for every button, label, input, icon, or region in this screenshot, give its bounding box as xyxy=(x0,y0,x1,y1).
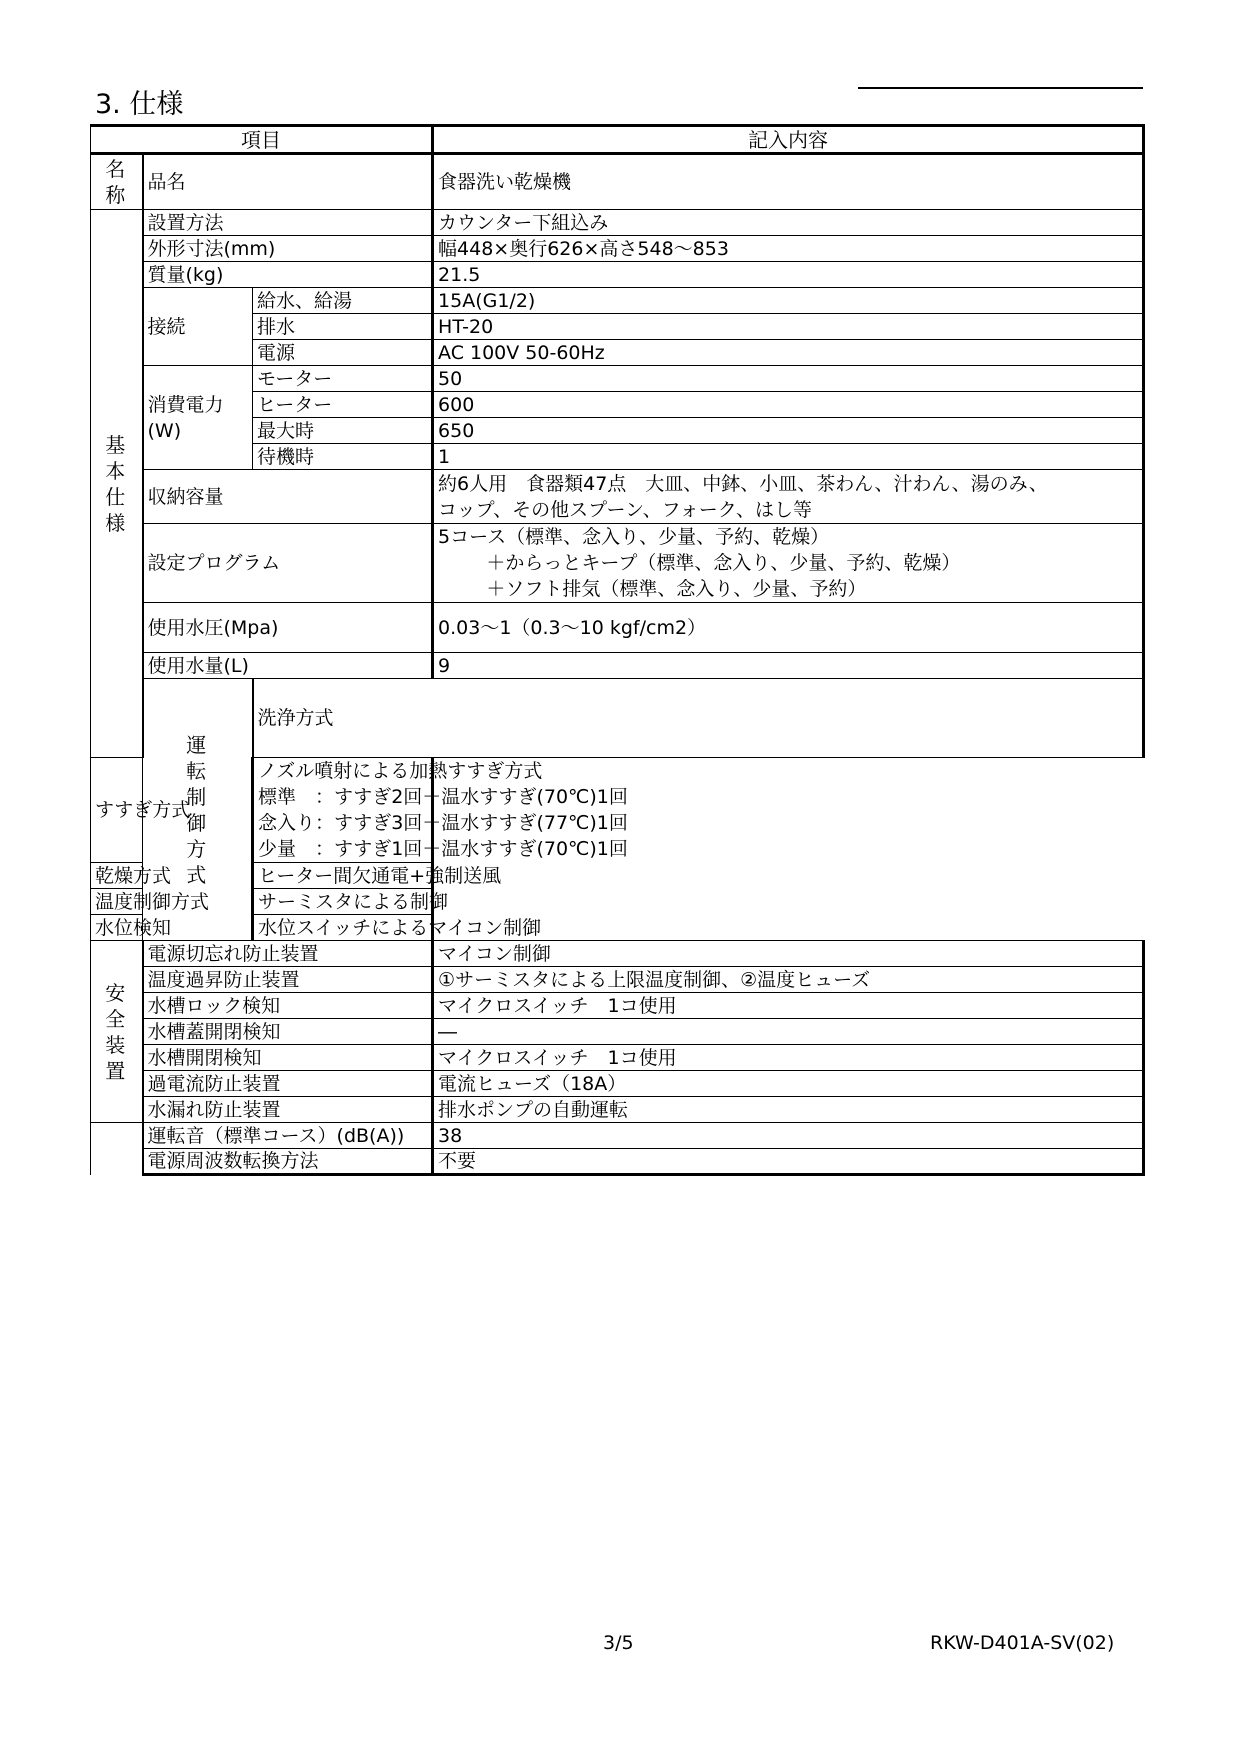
sub-label: 給水、給湯 xyxy=(253,288,433,314)
sub-label: ヒーター xyxy=(253,392,433,418)
row-label: 乾燥方式 xyxy=(91,863,253,889)
row-label: 収納容量 xyxy=(143,470,433,524)
table-row xyxy=(91,1123,1144,1149)
row-value: 0.03～1（0.3～10 kgf/cm2） xyxy=(433,603,1144,653)
row-value: カウンター下組込み xyxy=(433,210,1144,236)
row-value: 21.5 xyxy=(433,262,1144,288)
row-label: 電源周波数転換方法 xyxy=(143,1149,433,1175)
table-row xyxy=(91,889,1144,915)
table-row xyxy=(91,915,1144,941)
row-label: 使用水量(L) xyxy=(143,653,433,679)
row-label: 水槽開閉検知 xyxy=(143,1045,433,1071)
category-safety: 安 全 装 置 xyxy=(91,941,143,1123)
table-header-row xyxy=(91,126,1144,154)
table-row xyxy=(91,941,1144,967)
row-value: 電流ヒューズ（18A） xyxy=(433,1071,1144,1097)
table-row xyxy=(91,1045,1144,1071)
sub-label: 最大時 xyxy=(253,418,433,444)
row-value: 5コース（標準、念入り、少量、予約、乾燥） ＋からっとキープ（標準、念入り、少量、予約、乾燥） ＋ソフト排気（標準、念入り、少量、予約） xyxy=(433,524,1144,603)
row-label: 温度過昇防止装置 xyxy=(143,967,433,993)
spec-table xyxy=(90,124,1145,1176)
row-value: AC 100V 50-60Hz xyxy=(433,340,1144,366)
row-value: 38 xyxy=(433,1123,1144,1149)
table-row xyxy=(91,1071,1144,1097)
section-title: 3. 仕様 xyxy=(95,89,184,120)
sub-label: 待機時 xyxy=(253,444,433,470)
header-item: 項目 xyxy=(91,126,433,154)
row-value: 排水ポンプの自動運転 xyxy=(433,1097,1144,1123)
header-content: 記入内容 xyxy=(433,126,1144,154)
table-row xyxy=(91,1097,1144,1123)
row-value: 約6人用 食器類47点 大皿、中鉢、小皿、茶わん、汁わん、湯のみ、 コップ、その他スプーン、フォーク、はし等 xyxy=(433,470,1144,524)
row-label: 水槽蓋開閉検知 xyxy=(143,1019,433,1045)
row-value: 600 xyxy=(433,392,1144,418)
row-value: 不要 xyxy=(433,1149,1144,1175)
table-row xyxy=(91,154,1144,210)
row-label: 洗浄方式 xyxy=(253,679,1144,758)
row-value: サーミスタによる制御 xyxy=(253,889,433,915)
sub-label: 電源 xyxy=(253,340,433,366)
page-number: 3/5 xyxy=(603,1632,634,1654)
category-operation: 運 転 制 御 方 式 xyxy=(143,679,253,941)
table-row xyxy=(91,366,1144,392)
row-label: 水槽ロック検知 xyxy=(143,993,433,1019)
row-value: HT-20 xyxy=(433,314,1144,340)
table-row xyxy=(91,758,1144,863)
row-value: マイコン制御 xyxy=(433,941,1144,967)
table-row xyxy=(91,863,1144,889)
row-label: 設置方法 xyxy=(143,210,433,236)
row-value: マイクロスイッチ 1コ使用 xyxy=(433,1045,1144,1071)
table-row xyxy=(91,653,1144,679)
row-value: ノズル噴射による加熱すすぎ方式 標準 ：すすぎ2回＋温水すすぎ(70℃)1回 念入り：すすぎ3回＋温水すすぎ(77℃)1回 少量 ：すすぎ1回＋温水すすぎ(70℃)1回 xyxy=(253,758,433,863)
table-row xyxy=(91,993,1144,1019)
table-row xyxy=(91,603,1144,653)
category-name: 名 称 xyxy=(91,154,143,210)
row-value: ①サーミスタによる上限温度制御、②温度ヒューズ xyxy=(433,967,1144,993)
row-label: すすぎ方式 xyxy=(91,758,253,863)
top-rule xyxy=(858,87,1143,89)
row-value: ヒーター間欠通電+強制送風 xyxy=(253,863,433,889)
table-row xyxy=(91,236,1144,262)
table-row xyxy=(91,1019,1144,1045)
row-label: 電源切忘れ防止装置 xyxy=(143,941,433,967)
row-label: 消費電力 (W) xyxy=(143,366,253,470)
table-row xyxy=(91,288,1144,314)
document-id: RKW-D401A-SV(02) xyxy=(930,1632,1115,1654)
row-label: 質量(kg) xyxy=(143,262,433,288)
row-label: 運転音（標準コース）(dB(A)) xyxy=(143,1123,433,1149)
row-value: 50 xyxy=(433,366,1144,392)
table-row xyxy=(91,1149,1144,1175)
row-label: 水漏れ防止装置 xyxy=(143,1097,433,1123)
row-label: 温度制御方式 xyxy=(91,889,253,915)
row-label: 外形寸法(mm) xyxy=(143,236,433,262)
row-value: ― xyxy=(433,1019,1144,1045)
sub-label: 排水 xyxy=(253,314,433,340)
row-value: マイクロスイッチ 1コ使用 xyxy=(433,993,1144,1019)
row-value: 9 xyxy=(433,653,1144,679)
row-label: 品名 xyxy=(143,154,433,210)
row-value: 15A(G1/2) xyxy=(433,288,1144,314)
row-value: 1 xyxy=(433,444,1144,470)
row-value: 食器洗い乾燥機 xyxy=(433,154,1144,210)
row-value: 幅448×奥行626×高さ548～853 xyxy=(433,236,1144,262)
table-row xyxy=(91,679,1144,758)
row-label: 水位検知 xyxy=(91,915,253,941)
row-label: 設定プログラム xyxy=(143,524,433,603)
sub-label: モーター xyxy=(253,366,433,392)
table-row xyxy=(91,470,1144,524)
table-row xyxy=(91,524,1144,603)
category-basic: 基 本 仕 様 xyxy=(91,210,143,758)
table-row xyxy=(91,967,1144,993)
row-value: 水位スイッチによるマイコン制御 xyxy=(253,915,433,941)
row-value: 650 xyxy=(433,418,1144,444)
row-label: 接続 xyxy=(143,288,253,366)
category-other xyxy=(91,1123,143,1175)
table-row xyxy=(91,210,1144,236)
table-row xyxy=(91,262,1144,288)
row-label: 過電流防止装置 xyxy=(143,1071,433,1097)
row-label: 使用水圧(Mpa) xyxy=(143,603,433,653)
